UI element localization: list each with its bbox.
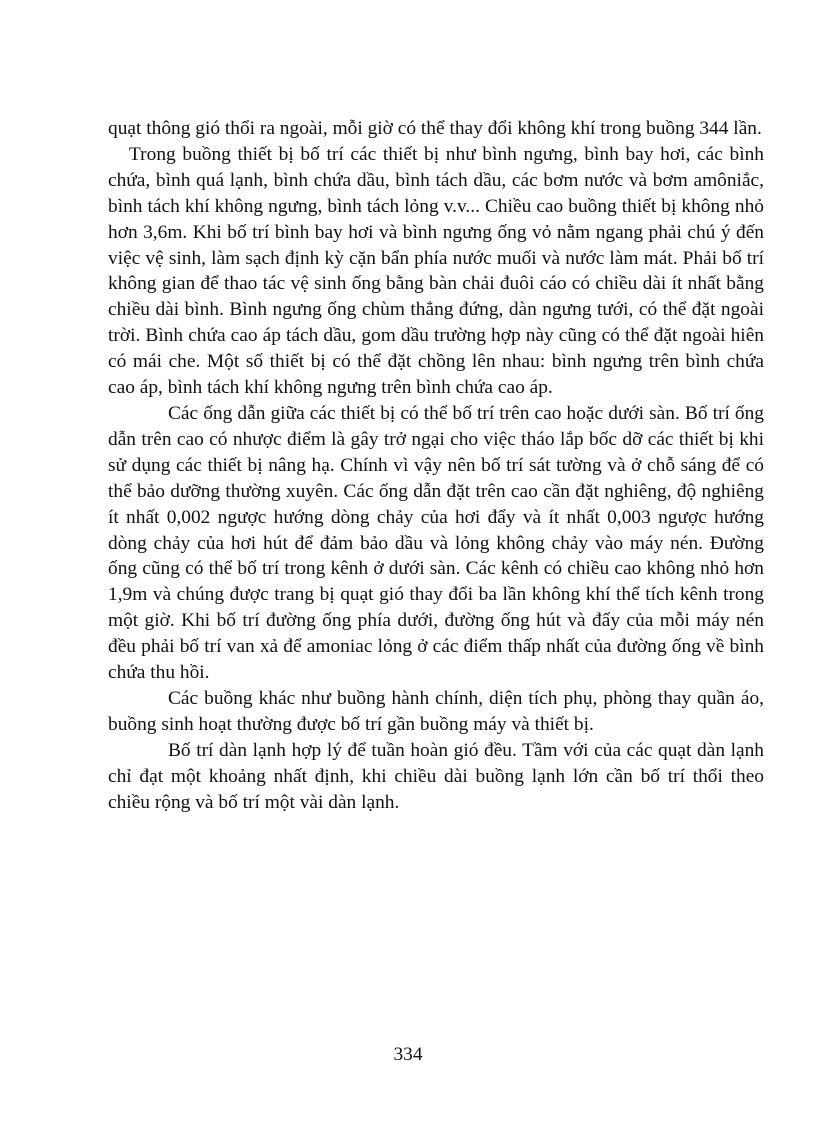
paragraph-other-rooms: Các buồng khác như buồng hành chính, diện tích phụ, phòng thay quần áo, buồng sinh hoạt thường được bố trí gần buồng máy và thiết bị.	[108, 687, 764, 735]
page-number: 334	[393, 1044, 423, 1065]
paragraph-pipes: Các ống dẫn giữa các thiết bị có thể bố trí trên cao hoặc dưới sàn. Bố trí ống dẫn trên cao có nhược điểm là gây trở ngại cho việc tháo lắp bốc dỡ các thiết bị khi sử dụng các thiết bị nâng hạ. Chính vì vậy nên bố trí sát tường và ở chỗ sáng để có thể bảo dưỡng thường xuyên. Các ống dẫn đặt trên cao cần đặt nghiêng, độ nghiêng ít nhất 0,002 ngược hướng dòng chảy của hơi đẩy và ít nhất 0,003 ngược hướng dòng chảy của hơi hút để đảm bảo dầu và lỏng không chảy vào máy nén. Đường ống cũng có thể bố trí trong kênh ở dưới sàn. Các kênh có chiều cao không nhỏ hơn 1,9m và chúng được trang bị quạt gió thay đổi ba lần không khí thể tích kênh trong một giờ. Khi bố trí đường ống phía dưới, đường ống hút và đẩy của mỗi máy nén đều phải bố trí van xả để amoniac lỏng ở các điểm thấp nhất của đường ống về bình chứa thu hồi.	[108, 402, 764, 684]
paragraph-continuation: quạt thông gió thổi ra ngoài, mỗi giờ có thể thay đổi không khí trong buồng 344 lần.	[108, 118, 762, 139]
body-text	[108, 116, 764, 815]
paragraph-equipment-room: Trong buồng thiết bị bố trí các thiết bị như bình ngưng, bình bay hơi, các bình chứa, bình quá lạnh, bình chứa dầu, bình tách dầu, các bơm nước và bơm amôniắc, bình tách khí không ngưng, bình tách lỏng v.v... Chiều cao buồng thiết bị không nhỏ hơn 3,6m. Khi bố trí bình bay hơi và bình ngưng ống vỏ nằm ngang phải chú ý đến việc vệ sinh, làm sạch định kỳ cặn bẩn phía nước muối và nước làm mát. Phải bố trí không gian để thao tác vệ sinh ống bằng bàn chải đuôi cáo có chiều dài ít nhất bằng chiều dài bình. Bình ngưng ống chùm thẳng đứng, dàn ngưng tưới, có thể đặt ngoài trời. Bình chứa cao áp tách dầu, gom dầu trường hợp này cũng có thể đặt ngoài hiên có mái che. Một số thiết bị có thể đặt chồng lên nhau: bình ngưng trên bình chứa cao áp, bình tách khí không ngưng trên bình chứa cao áp.	[108, 143, 764, 399]
paragraph-cooling-units: Bố trí dàn lạnh hợp lý để tuần hoàn gió đều. Tầm với của các quạt dàn lạnh chỉ đạt một khoảng nhất định, khi chiều dài buồng lạnh lớn cần bố trí thổi theo chiều rộng và bố trí một vài dàn lạnh.	[108, 739, 764, 813]
